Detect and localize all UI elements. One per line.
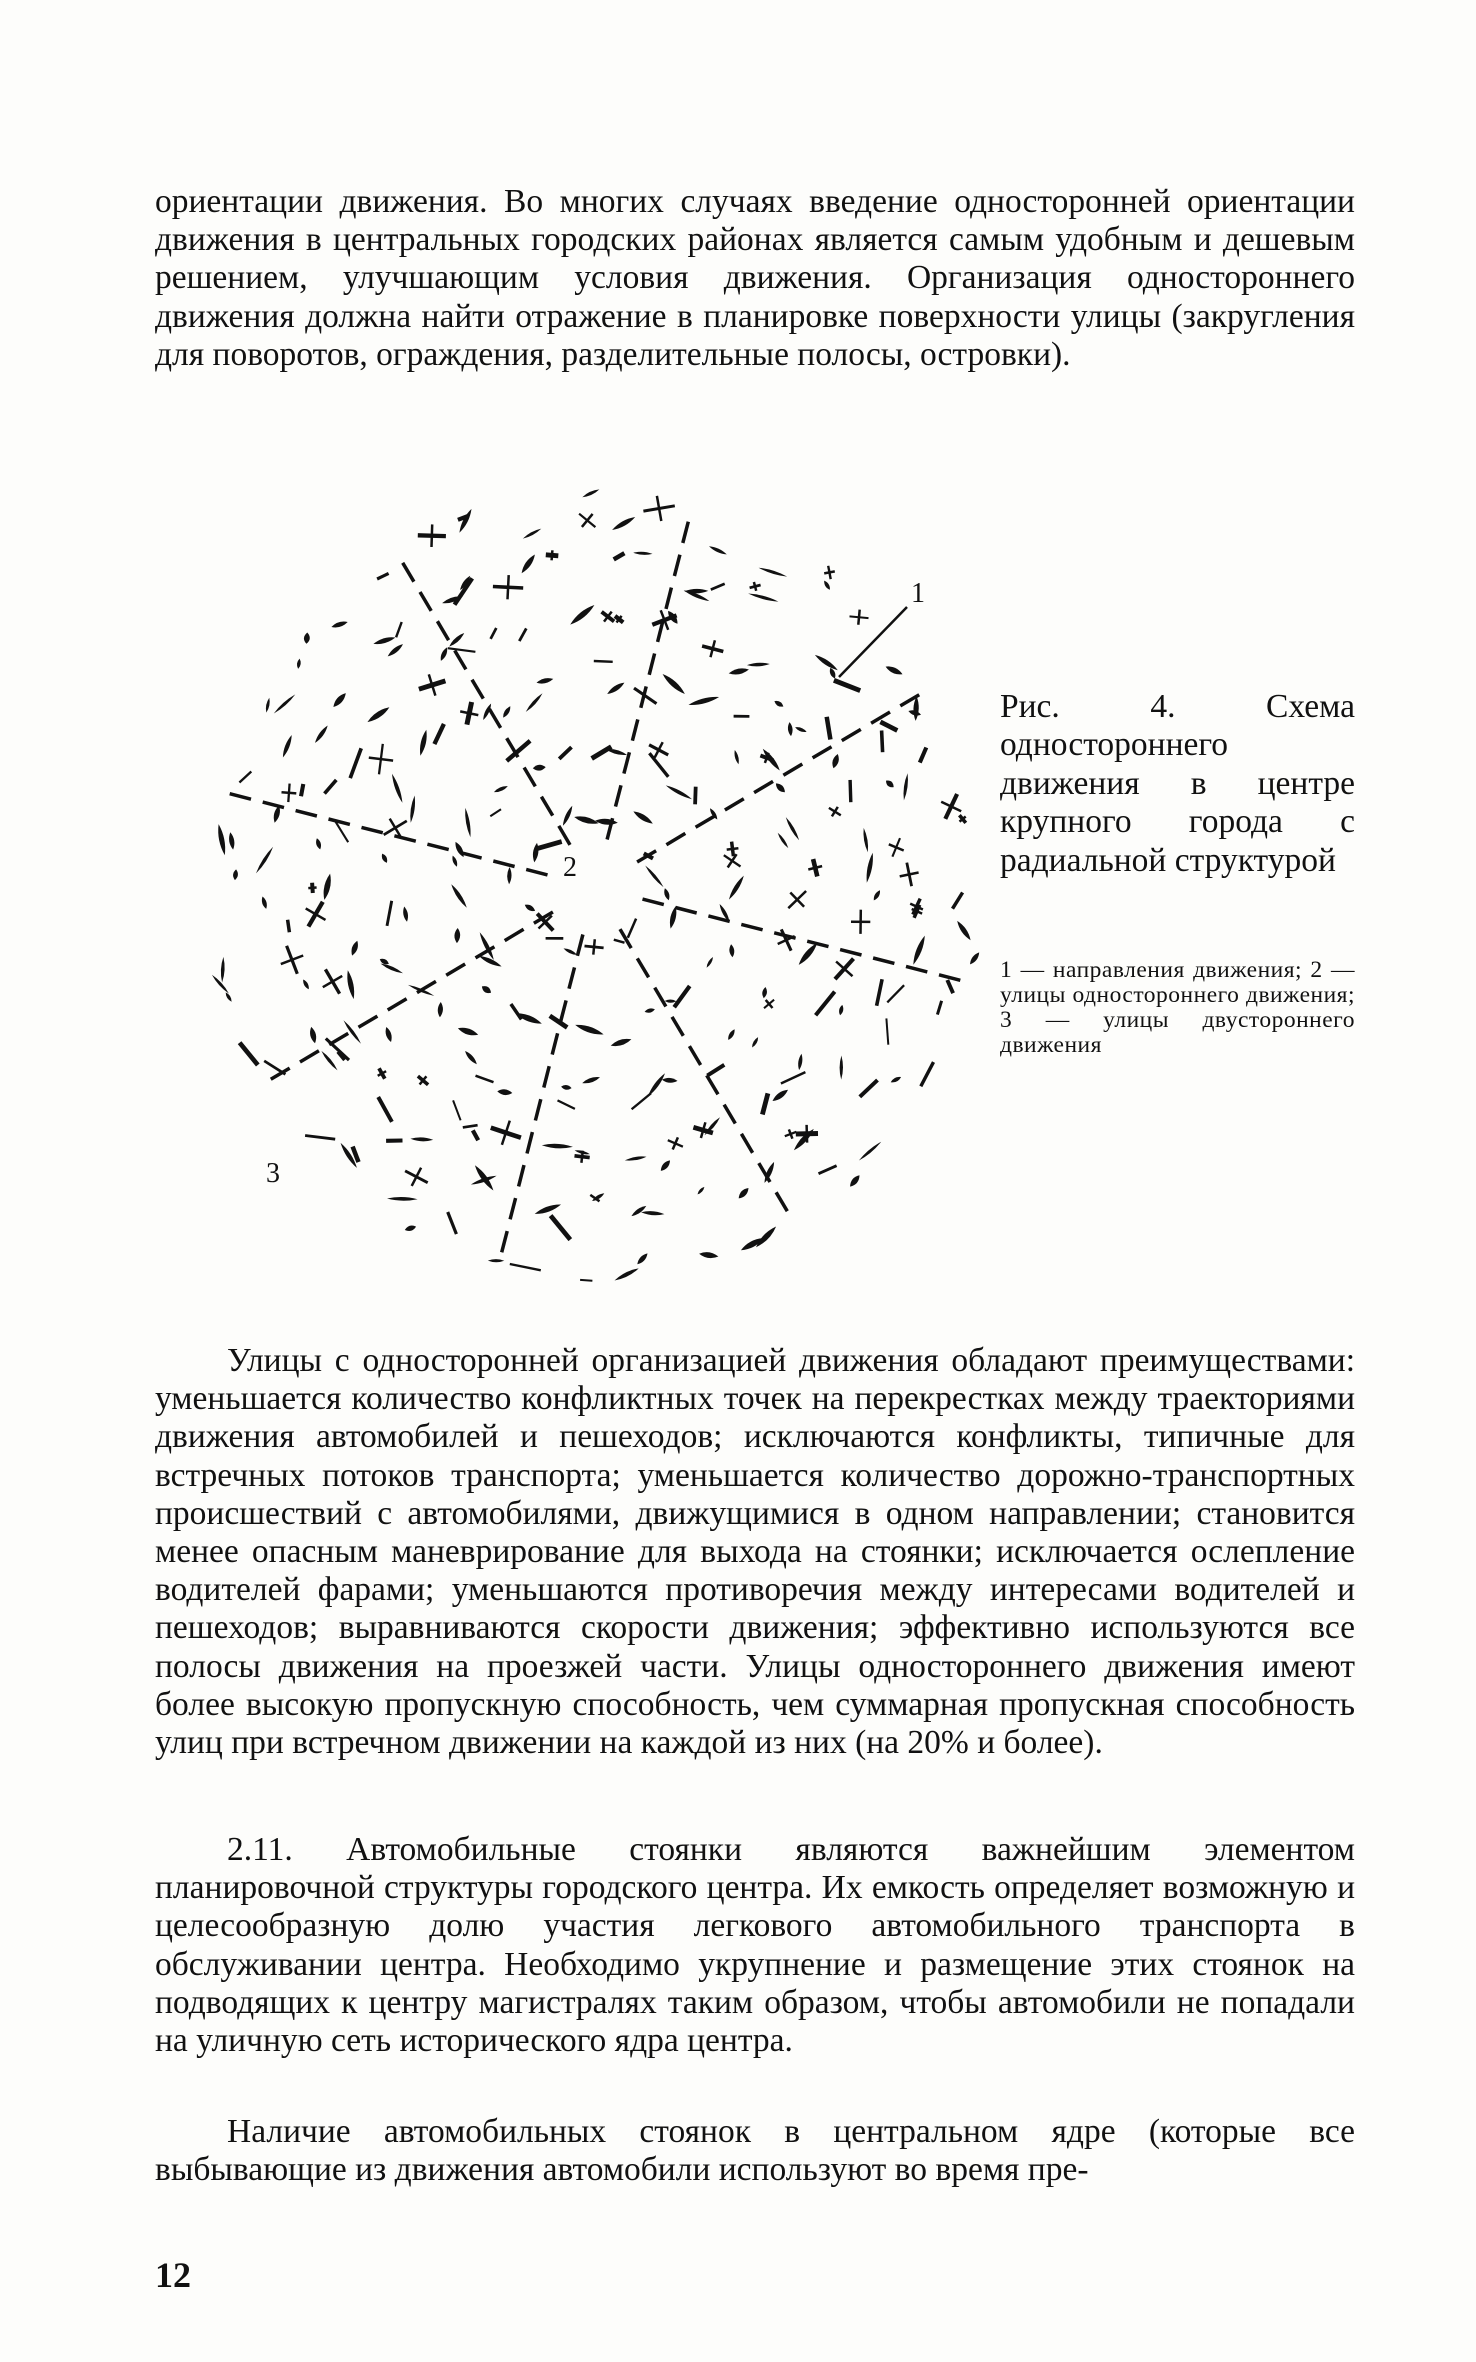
radial-street-mark: [505, 929, 524, 940]
direction-arrow-mark: [386, 1027, 392, 1042]
direction-arrow-mark: [507, 867, 511, 884]
street-segment-mark: [511, 1004, 522, 1019]
street-segment-mark: [649, 753, 668, 777]
figure-label-2: 2: [563, 852, 577, 883]
direction-arrow-mark: [535, 1204, 561, 1213]
street-segment-mark: [887, 985, 904, 1002]
figure-labels: [266, 578, 925, 1189]
direction-arrow-mark: [344, 1020, 362, 1044]
street-segment-mark: [592, 747, 612, 759]
street-segment-mark: [937, 1001, 941, 1015]
street-segment-mark: [559, 747, 571, 759]
direction-arrow-mark: [913, 696, 918, 721]
radial-street-mark: [526, 869, 547, 875]
street-segment-mark: [781, 1072, 806, 1083]
figure-label-1: 1: [911, 578, 925, 609]
street-segment-mark: [453, 1100, 461, 1120]
radial-street-mark: [552, 1033, 557, 1054]
street-segment-mark: [580, 1280, 592, 1281]
direction-arrow-mark: [262, 897, 267, 909]
radial-street-mark: [840, 950, 861, 955]
street-segment-mark: [886, 1018, 888, 1044]
radial-street-mark: [403, 563, 414, 582]
street-segment-mark: [947, 980, 953, 993]
street-segment-mark: [536, 842, 562, 849]
direction-arrow-mark: [221, 957, 225, 983]
radial-street-mark: [359, 1016, 378, 1027]
direction-arrow-mark: [503, 706, 510, 717]
radial-street-mark: [296, 811, 317, 816]
direction-arrow-mark: [575, 1025, 603, 1035]
street-segment-mark: [378, 1097, 392, 1122]
radial-street-mark: [707, 1075, 718, 1094]
direction-arrow-mark: [482, 986, 491, 993]
direction-arrow-mark: [297, 659, 301, 669]
crossing-mark: [582, 514, 593, 527]
direction-arrow-mark: [633, 811, 652, 823]
radial-street-mark: [329, 819, 350, 824]
direction-arrow-mark: [523, 529, 542, 539]
direction-arrow-mark: [752, 1037, 758, 1047]
direction-arrow-mark: [479, 956, 502, 967]
direction-arrow-mark: [266, 698, 270, 713]
direction-arrow-mark: [256, 847, 273, 874]
crossing-mark: [593, 939, 595, 954]
direction-arrow-mark: [637, 1253, 647, 1264]
direction-arrow-mark: [689, 697, 720, 705]
direction-arrow-mark: [595, 819, 618, 825]
street-segment-mark: [674, 986, 690, 1007]
radial-street-mark: [683, 522, 689, 543]
crossing-mark: [282, 792, 297, 793]
direction-arrow-mark: [762, 987, 767, 998]
crossing-mark: [808, 866, 822, 869]
direction-arrow-mark: [661, 1160, 670, 1171]
radial-street-mark: [624, 752, 630, 773]
street-segment-mark: [240, 1043, 258, 1065]
street-segment-mark: [473, 1130, 478, 1140]
crossing-mark: [789, 1129, 793, 1138]
direction-arrow-mark: [582, 1077, 600, 1083]
radial-street-mark: [420, 592, 431, 611]
direction-arrow-mark: [663, 674, 685, 694]
radial-street-mark: [394, 836, 415, 841]
radial-street-mark: [519, 1165, 524, 1186]
street-segment-mark: [877, 979, 883, 1006]
radial-street-mark: [813, 747, 832, 758]
direction-arrow-mark: [633, 552, 652, 555]
street-segment-mark: [711, 584, 725, 590]
street-segment-mark: [614, 553, 625, 559]
figure-label-3: 3: [266, 1158, 280, 1189]
direction-arrow-mark: [497, 1089, 512, 1095]
radial-street-mark: [754, 781, 773, 792]
street-segment-mark: [476, 1076, 494, 1083]
direction-arrow-mark: [759, 568, 788, 577]
direction-arrow-mark: [957, 921, 970, 940]
direction-arrow-mark: [886, 666, 903, 674]
crossing-mark: [308, 888, 316, 889]
street-segment-mark: [707, 1065, 724, 1076]
direction-arrow-mark: [564, 948, 578, 955]
street-segment-mark: [882, 731, 883, 753]
radial-street-mark: [230, 794, 251, 800]
radial-street-mark: [427, 844, 448, 849]
radial-street-mark: [362, 827, 383, 832]
radial-street-mark: [637, 958, 648, 977]
figure-caption-legend: 1 — направления движения; 2 — улицы одностороннего движения; 3 — улицы двустороннего движения: [1000, 957, 1355, 1058]
direction-arrow-mark: [611, 1039, 632, 1046]
radial-street-mark: [502, 1231, 508, 1252]
street-segment-mark: [325, 780, 337, 794]
radial-street-mark: [446, 964, 465, 975]
radial-street-mark: [489, 709, 500, 728]
direction-arrow-mark: [405, 1226, 416, 1231]
paragraph-4: Наличие автомобильных стоянок в центральном ядре (которые все выбывающие из движения автомобили используют во время пре-: [155, 2113, 1355, 2189]
radial-street-mark: [871, 712, 890, 723]
radial-street-mark: [510, 1198, 515, 1219]
direction-arrow-mark: [670, 906, 676, 928]
radial-street-mark: [724, 1105, 735, 1124]
radial-street-mark: [689, 1046, 700, 1065]
street-segment-mark: [816, 992, 835, 1016]
crossing-mark: [552, 550, 553, 560]
direction-arrow-mark: [913, 936, 925, 965]
direction-arrow-mark: [747, 663, 770, 667]
street-segment-mark: [463, 1125, 478, 1127]
direction-arrow-mark: [570, 605, 594, 625]
radial-street-mark: [741, 924, 762, 929]
direction-arrow-mark: [367, 707, 389, 722]
street-segment-mark: [305, 1136, 335, 1140]
direction-arrow-mark: [420, 730, 427, 756]
direction-arrow-mark: [886, 780, 894, 787]
street-segment-mark: [448, 648, 476, 652]
street-segment-mark: [850, 780, 851, 802]
direction-arrow-mark: [229, 832, 234, 849]
direction-arrow-mark: [748, 594, 778, 602]
street-segment-mark: [762, 1093, 768, 1114]
radial-street-mark: [776, 1192, 787, 1211]
direction-arrow-mark: [403, 907, 408, 922]
direction-arrow-mark: [799, 943, 818, 965]
direction-arrow-mark: [533, 765, 546, 771]
radial-street-mark: [535, 1099, 540, 1120]
crossing-mark: [323, 976, 342, 987]
direction-arrow-mark: [734, 750, 738, 764]
street-segment-mark: [834, 680, 860, 690]
direction-arrow-mark: [381, 964, 403, 974]
direction-arrow-mark: [631, 1206, 646, 1216]
street-segment-mark: [695, 787, 696, 805]
direction-arrow-mark: [840, 1056, 843, 1080]
direction-arrow-mark: [666, 785, 692, 799]
direction-arrow-mark: [388, 644, 403, 656]
direction-arrow-mark: [625, 1156, 647, 1160]
direction-arrow-mark: [331, 622, 347, 628]
direction-arrow-mark: [542, 1144, 573, 1149]
figure-caption-title: Рис. 4. Схема одностороннего движения в центре крупного города с радиальной структурой: [1000, 688, 1355, 879]
radial-street-mark: [527, 1132, 532, 1153]
direction-arrow-mark: [788, 722, 793, 736]
direction-arrow-mark: [410, 1137, 433, 1141]
direction-arrow-mark: [459, 509, 471, 533]
direction-arrow-mark: [533, 843, 539, 863]
direction-arrow-mark: [615, 1268, 639, 1280]
direction-arrow-mark: [645, 1008, 655, 1012]
radial-street-mark: [649, 654, 654, 675]
direction-arrow-mark: [303, 980, 309, 990]
radial-street-mark: [655, 988, 666, 1007]
radial-street-mark: [263, 802, 284, 808]
radial-street-mark: [783, 764, 802, 775]
street-segment-mark: [614, 940, 625, 943]
direction-arrow-mark: [451, 884, 467, 908]
street-segment-mark: [510, 1264, 541, 1270]
page-number: 12: [155, 2255, 191, 2295]
street-segment-mark: [434, 724, 444, 744]
direction-arrow-mark: [874, 890, 880, 900]
radial-street-mark: [544, 1066, 549, 1087]
direction-arrow-mark: [773, 1090, 789, 1101]
direction-arrow-mark: [212, 975, 229, 994]
radial-street-mark: [643, 899, 664, 905]
direction-arrow-mark: [452, 856, 457, 867]
direction-arrow-mark: [526, 693, 543, 712]
radial-street-mark: [616, 785, 622, 806]
direction-arrow-mark: [665, 999, 677, 1002]
direction-arrow-mark: [449, 633, 464, 647]
street-segment-mark: [519, 628, 526, 641]
direction-arrow-mark: [304, 633, 310, 644]
direction-arrow-mark: [582, 489, 599, 497]
crossing-mark: [858, 610, 859, 625]
direction-arrow-mark: [786, 817, 799, 840]
direction-arrow-mark: [859, 1142, 881, 1161]
direction-arrow-mark: [441, 647, 447, 661]
direction-arrow-mark: [283, 735, 292, 758]
crossing-mark: [412, 1168, 421, 1186]
street-segment-mark: [558, 1100, 575, 1109]
street-segment-mark: [632, 1093, 651, 1109]
radial-street-mark: [939, 975, 960, 981]
direction-arrow-mark: [662, 1078, 678, 1083]
direction-arrow-mark: [699, 1252, 718, 1258]
direction-arrow-mark: [380, 959, 389, 965]
radial-street-mark: [493, 861, 514, 867]
direction-arrow-mark: [668, 611, 677, 624]
direction-arrow-mark: [537, 678, 554, 683]
radial-street-mark: [675, 908, 696, 914]
direction-arrow-mark: [316, 838, 321, 849]
crossing-mark: [369, 758, 393, 761]
direction-arrow-mark: [218, 824, 225, 855]
radial-street-mark: [906, 966, 927, 972]
direction-arrow-mark: [373, 637, 395, 644]
direction-arrow-mark: [798, 1054, 802, 1070]
street-segment-mark: [350, 748, 361, 778]
paragraph-3: 2.11. Автомобильные стоянки являются важнейшим элементом планировочной структуры городского центра. Их емкость определяет возможную и целесообразную долю участия легкового автомобильного транспорта в обслуживании центра. Необходимо укрупнение и размещение этих стоянок на подводящих к центру магистралях таким образом, чтобы автомобили не попадали на уличную сеть исторического ядра центра.: [155, 1831, 1355, 2060]
direction-arrow-mark: [832, 754, 838, 768]
radial-street-mark: [842, 729, 861, 740]
direction-arrow-mark: [778, 833, 789, 848]
direction-arrow-mark: [410, 796, 415, 823]
street-segment-mark: [880, 722, 897, 731]
direction-arrow-mark: [774, 701, 783, 707]
radial-street-mark: [524, 768, 535, 787]
direction-arrow-mark: [387, 1197, 418, 1201]
paragraph-2: Улицы с односторонней организацией движения обладают преимуществами: уменьшается количество конфликтных точек на перекрестках между траекториями движения автомобилей и пешеходов; исключаются конфликты, типичные для встречных потоков транспорта; уменьшается количество дорожно-транспортных происшествий с автомобилями, движущимися в одном направлении; становится менее опасным маневрирование для выхода на стоянки; исключается ослепление водителей фарами; уменьшаются противоречия между интересами водителей и пешеходов; выравниваются скорости движения; эффективно используются все полосы движения на проезжей части. Улицы одностороннего движения имеют более высокую пропускную способность, чем суммарная пропускная способность улиц при встречном движении на каждой из них (на 20% и более).: [155, 1342, 1355, 1762]
direction-arrow-mark: [563, 806, 572, 826]
radial-street-mark: [388, 999, 407, 1010]
street-segment-mark: [491, 628, 497, 639]
direction-arrow-mark: [830, 668, 836, 679]
street-segment-mark: [288, 920, 290, 932]
radial-street-mark: [541, 797, 552, 816]
direction-arrow-mark: [824, 581, 830, 590]
street-segment-mark: [448, 1212, 457, 1234]
crossing-mark: [727, 848, 739, 849]
radial-street-mark: [873, 958, 894, 963]
street-segment-mark: [490, 809, 501, 816]
radial-street-mark: [741, 1134, 752, 1153]
street-segment-mark: [920, 748, 927, 763]
street-segment-mark: [301, 784, 303, 796]
direction-arrow-mark: [575, 1150, 590, 1154]
direction-arrow-mark: [863, 828, 868, 852]
direction-arrow-mark: [274, 694, 296, 713]
street-segment-mark: [827, 717, 831, 740]
street-segment-mark: [628, 919, 636, 938]
street-segment-mark: [550, 1016, 567, 1028]
radial-street-mark: [455, 651, 466, 670]
street-segment-mark: [819, 1166, 837, 1174]
direction-arrow-mark: [351, 941, 357, 956]
direction-arrow-mark: [321, 1051, 337, 1071]
direction-arrow-mark: [756, 1227, 776, 1248]
street-segment-mark: [387, 901, 392, 926]
crossing-mark: [754, 582, 756, 591]
radial-street-mark: [725, 799, 744, 810]
direction-arrow-mark: [458, 1028, 478, 1036]
direction-arrow-mark: [494, 786, 508, 792]
direction-arrow-mark: [324, 874, 331, 900]
direction-arrow-mark: [795, 727, 807, 732]
direction-arrow-mark: [729, 668, 749, 674]
direction-arrow-mark: [333, 693, 345, 707]
street-segment-mark: [239, 772, 251, 783]
paragraph-1: ориентации движения. Во многих случаях введение односторонней ориентации движения в центральных городских районах является самым удобным и дешевым решением, улучшающим условия движения. Организация одностороннего движения должна найти отражение в планировке поверхности улицы (закругления для поворотов, ограждения, разделительные полосы, островки).: [155, 183, 1355, 373]
direction-arrow-mark: [347, 970, 354, 999]
radial-street-mark: [807, 941, 828, 946]
direction-arrow-mark: [315, 726, 328, 743]
direction-arrow-mark: [709, 546, 727, 554]
radial-street-mark: [417, 981, 436, 992]
figure-radial-one-way-scheme: [185, 462, 1005, 1342]
crossing-mark: [432, 524, 433, 547]
direction-arrow-mark: [612, 517, 635, 530]
radial-street-mark: [674, 555, 680, 576]
street-segment-mark: [860, 1080, 878, 1097]
direction-arrow-mark: [310, 1027, 316, 1043]
radial-street-mark: [437, 621, 448, 640]
direction-arrow-mark: [522, 555, 535, 574]
crossing-mark: [824, 571, 835, 573]
direction-arrow-mark: [606, 749, 628, 755]
street-segment-mark: [551, 1216, 571, 1240]
direction-arrow-mark: [970, 952, 979, 964]
street-segment-mark: [921, 1062, 934, 1086]
direction-arrow-mark: [525, 905, 535, 911]
radial-street-mark: [666, 588, 671, 609]
street-segment-mark: [953, 893, 963, 909]
direction-arrow-mark: [465, 808, 470, 837]
direction-arrow-mark: [382, 854, 387, 863]
radial-street-mark: [696, 816, 715, 827]
radial-street-mark: [561, 1000, 567, 1021]
street-segment-mark: [396, 622, 402, 637]
direction-arrow-mark: [438, 1002, 443, 1017]
radial-street-mark: [666, 833, 685, 844]
radial-street-mark: [632, 719, 637, 740]
direction-arrow-mark: [850, 1175, 859, 1186]
direction-arrow-mark: [707, 957, 713, 968]
crossing-mark: [508, 575, 509, 599]
radial-street-mark: [577, 935, 583, 956]
direction-arrow-mark: [645, 866, 663, 888]
direction-arrow-mark: [776, 783, 785, 792]
direction-arrow-mark: [226, 992, 232, 1001]
radial-street-mark: [300, 1051, 319, 1062]
street-segment-mark: [377, 573, 389, 579]
street-segment-mark: [594, 661, 613, 662]
direction-arrow-mark: [891, 1077, 901, 1083]
direction-arrow-mark: [488, 1259, 505, 1262]
radial-street-mark: [472, 680, 483, 699]
radial-street-mark: [569, 967, 575, 988]
direction-arrow-mark: [815, 655, 838, 670]
radial-street-mark: [672, 1017, 683, 1036]
direction-arrow-mark: [574, 816, 598, 823]
direction-arrow-mark: [729, 876, 744, 900]
direction-arrow-mark: [465, 1051, 477, 1064]
direction-arrow-mark: [454, 928, 460, 943]
direction-arrow-mark: [739, 1188, 749, 1198]
direction-arrow-mark: [729, 944, 734, 957]
direction-arrow-mark: [233, 869, 238, 880]
direction-arrow-mark: [561, 1085, 572, 1090]
traffic-marks: [212, 489, 979, 1280]
direction-arrow-mark: [867, 853, 873, 883]
direction-arrow-mark: [698, 1187, 705, 1195]
direction-arrow-mark: [839, 1005, 843, 1015]
radial-street-mark: [329, 1033, 348, 1044]
direction-arrow-mark: [641, 1211, 664, 1215]
direction-arrow-mark: [903, 773, 907, 800]
direction-arrow-mark: [392, 774, 402, 803]
direction-arrow-mark: [607, 683, 624, 694]
direction-arrow-mark: [728, 1029, 734, 1040]
direction-arrow-mark: [664, 888, 669, 900]
leader-line-1: [839, 607, 907, 677]
